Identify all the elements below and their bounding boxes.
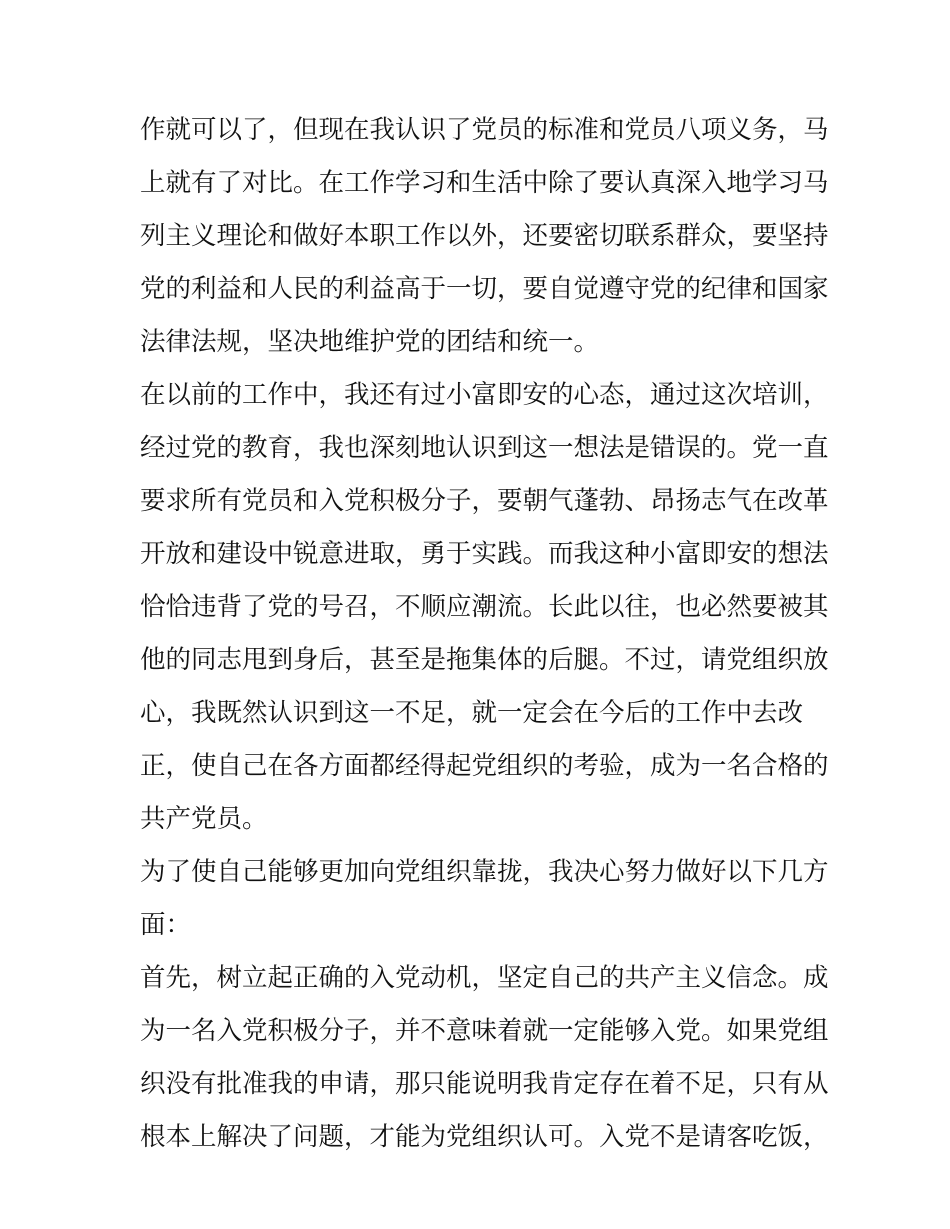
- text-line: 织没有批准我的申请，那只能说明我肯定存在着不足，只有从: [140, 1069, 829, 1099]
- text-line: 党的利益和人民的利益高于一切，要自觉遵守党的纪律和国家: [140, 274, 829, 304]
- text-line: 为一名入党积极分子，并不意味着就一定能够入党。如果党组: [140, 1016, 829, 1046]
- text-line: 在以前的工作中，我还有过小富即安的心态，通过这次培训，: [140, 380, 829, 410]
- text-line: 共产党员。: [140, 804, 268, 834]
- text-line: 列主义理论和做好本职工作以外，还要密切联系群众，要坚持: [140, 221, 829, 251]
- text-line: 法律法规，坚决地维护党的团结和统一。: [140, 327, 600, 357]
- text-line: 心，我既然认识到这一不足，就一定会在今后的工作中去改: [140, 698, 804, 728]
- text-line: 为了使自己能够更加向党组织靠拢，我决心努力做好以下几方: [140, 857, 829, 887]
- text-line: 上就有了对比。在工作学习和生活中除了要认真深入地学习马: [140, 168, 829, 198]
- text-line: 他的同志甩到身后，甚至是拖集体的后腿。不过，请党组织放: [140, 645, 829, 675]
- text-line: 首先，树立起正确的入党动机，坚定自己的共产主义信念。成: [140, 963, 829, 993]
- text-line: 要求所有党员和入党积极分子，要朝气蓬勃、昂扬志气在改革: [140, 486, 829, 516]
- text-line: 作就可以了，但现在我认识了党员的标准和党员八项义务，马: [140, 115, 829, 145]
- text-line: 恰恰违背了党的号召，不顺应潮流。长此以往，也必然要被其: [140, 592, 829, 622]
- text-line: 开放和建设中锐意进取，勇于实践。而我这种小富即安的想法: [140, 539, 829, 569]
- text-line: 根本上解决了问题，才能为党组织认可。入党不是请客吃饭，: [140, 1122, 829, 1152]
- text-line: 正，使自己在各方面都经得起党组织的考验，成为一名合格的: [140, 751, 829, 781]
- text-line: 经过党的教育，我也深刻地认识到这一想法是错误的。党一直: [140, 433, 829, 463]
- text-line: 面：: [140, 910, 192, 940]
